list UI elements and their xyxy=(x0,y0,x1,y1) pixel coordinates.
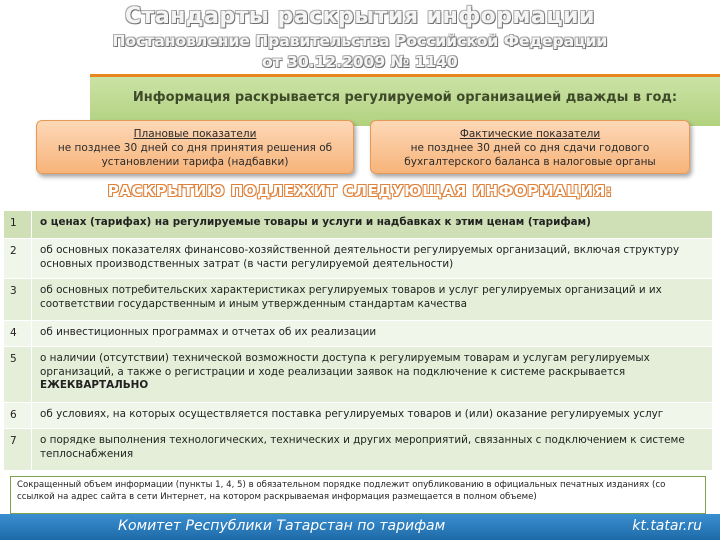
row-text: об основных потребительских характеристиках регулируемых товаров и услуг регулируемых организаций и их соответствии государственным и иным утвержденным стандартам качества xyxy=(40,284,662,310)
page-subtitle: Постановление Правительства Российской Федерации xyxy=(112,32,608,50)
band-accent-line xyxy=(90,74,720,77)
decree-date: от 30.12.2009 № 1140 xyxy=(262,53,458,71)
actual-line-1: не позднее 30 дней со дня сдачи годового xyxy=(410,142,650,154)
planned-line-2: установлении тарифа (надбавки) xyxy=(101,156,289,168)
row-text-main: о наличии (отсутствии) технической возможности доступа к регулируемым товарам и услугам регулируемых организаций, а также о регистрации и ходе реализации заявок на подключение к системе раскрывается xyxy=(40,352,650,378)
planned-line-1: не позднее 30 дней со дня принятия решения об xyxy=(57,142,333,154)
actual-indicators-box xyxy=(370,120,690,174)
row-number: 5 xyxy=(4,347,32,402)
row-text: об инвестиционных программах и отчетах об их реализации xyxy=(40,326,377,338)
row-number: 4 xyxy=(4,321,32,346)
table-row xyxy=(4,429,712,471)
summary-note: Сокращенный объем информации (пункты 1, 4, 5) в обязательном порядке подлежит опубликованию в официальных печатных изданиях (со ссылкой на адрес сайта в сети Интернет, на котором раскрываемая информация размещается в полном объеме) xyxy=(10,476,706,514)
actual-heading: Фактические показатели xyxy=(459,128,601,140)
planned-indicators-box xyxy=(36,120,354,174)
band-text: Информация раскрывается регулируемой организацией дважды в год: xyxy=(132,90,678,105)
disclosure-table xyxy=(4,210,712,471)
row-number: 6 xyxy=(4,403,32,428)
page-title: Стандарты раскрытия информации xyxy=(124,4,596,29)
actual-line-2: бухгалтерского баланса в налоговые органы xyxy=(404,156,656,168)
row-number: 3 xyxy=(4,279,32,320)
table-row xyxy=(4,239,712,279)
row-number: 7 xyxy=(4,429,32,470)
row-text: о порядке выполнения технологических, технических и других мероприятий, связанных с подключением к системе теплоснабжения xyxy=(40,434,685,460)
table-row xyxy=(4,403,712,429)
row-text-emphasis: ЕЖЕКВАРТАЛЬНО xyxy=(40,379,149,391)
planned-heading: Плановые показатели xyxy=(133,128,257,140)
table-row xyxy=(4,211,712,239)
row-number: 1 xyxy=(4,211,32,238)
table-row xyxy=(4,347,712,403)
row-text: об условиях, на которых осуществляется поставка регулируемых товаров и (или) оказание регулируемых услуг xyxy=(40,408,664,420)
footer-org: Комитет Республики Татарстан по тарифам xyxy=(118,518,446,534)
table-row xyxy=(4,279,712,321)
table-row xyxy=(4,321,712,347)
row-text xyxy=(32,347,712,402)
disclosure-subheading: РАСКРЫТИЮ ПОДЛЕЖИТ СЛЕДУЮЩАЯ ИНФОРМАЦИЯ: xyxy=(107,182,613,200)
row-text: об основных показателях финансово-хозяйственной деятельности регулируемых организаций, включая структуру основных производственных затрат (в части регулируемой деятельности) xyxy=(40,244,680,270)
row-text: о ценах (тарифах) на регулируемые товары и услуги и надбавках к этим ценам (тарифам) xyxy=(40,216,591,228)
footer-site-link[interactable]: kt.tatar.ru xyxy=(632,518,702,534)
row-number: 2 xyxy=(4,239,32,278)
